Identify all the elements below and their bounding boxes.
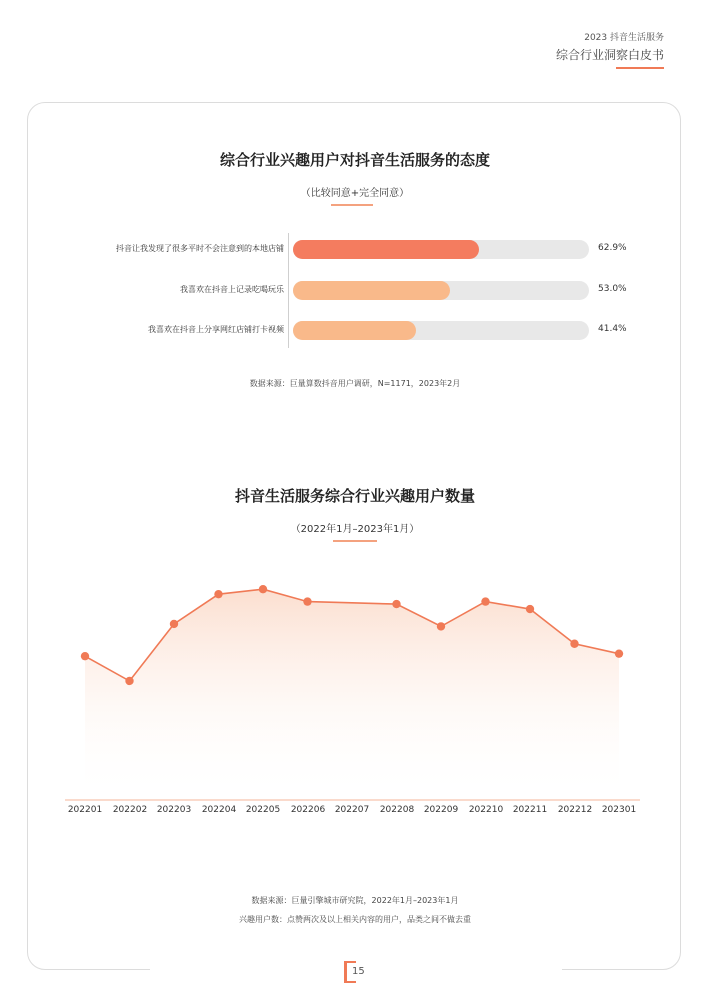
x-tick-label: 202209 [423,805,459,815]
data-point [170,620,178,628]
bar-label: 抖音让我发现了很多平时不会注意到的本地店铺 [116,244,284,253]
page-bracket-top [344,961,356,963]
users-source-note: 数据来源：巨量引擎城市研究院，2022年1月–2023年1月 [251,896,459,905]
users-chart-title: 抖音生活服务综合行业兴趣用户数量 [234,487,475,505]
x-tick-label: 202201 [67,805,103,815]
data-point [481,597,489,605]
area-fill [85,589,619,800]
x-tick-label: 202212 [557,805,593,815]
x-tick-label: 202206 [290,805,326,815]
x-tick-label: 202202 [112,805,148,815]
report-title: 综合行业洞察白皮书 [555,48,664,62]
bar-value-label: 62.9% [598,243,627,253]
data-point [526,605,534,613]
data-point [303,597,311,605]
bar-label: 我喜欢在抖音上记录吃喝玩乐 [180,285,284,294]
page-bracket-left [344,961,347,983]
data-point [81,652,89,660]
attitude-chart-title: 综合行业兴趣用户对抖音生活服务的态度 [219,151,490,169]
data-point [615,649,623,657]
users-chart-subtitle: （2022年1月–2023年1月） [290,524,420,535]
page-bracket-bottom [344,981,356,983]
data-point [125,677,133,685]
x-tick-label: 202205 [245,805,281,815]
attitude-source-note: 数据来源：巨量算数抖音用户调研，N=1171，2023年2月 [249,379,461,388]
data-point [259,585,267,593]
data-point [570,640,578,648]
bar-value-label: 53.0% [598,284,627,294]
users-definition-note: 兴趣用户数：点赞两次及以上相关内容的用户，品类之间不做去重 [239,915,471,924]
x-tick-label: 202203 [156,805,192,815]
x-tick-label: 202210 [468,805,504,815]
report-subtitle: 2023 抖音生活服务 [584,33,664,43]
data-point [214,590,222,598]
page-number: 15 [352,966,365,977]
data-point [392,600,400,608]
x-tick-label: 202208 [379,805,415,815]
bar-value-label: 41.4% [598,324,627,334]
bar-label: 我喜欢在抖音上分享网红店铺打卡视频 [148,325,284,334]
x-tick-label: 202211 [512,805,548,815]
x-tick-label: 202207 [334,805,370,815]
attitude-chart-subtitle: （比较同意+完全同意） [300,188,410,199]
page-number-box [344,961,366,983]
x-tick-label: 202301 [601,805,637,815]
data-point [437,622,445,630]
x-tick-label: 202204 [201,805,237,815]
